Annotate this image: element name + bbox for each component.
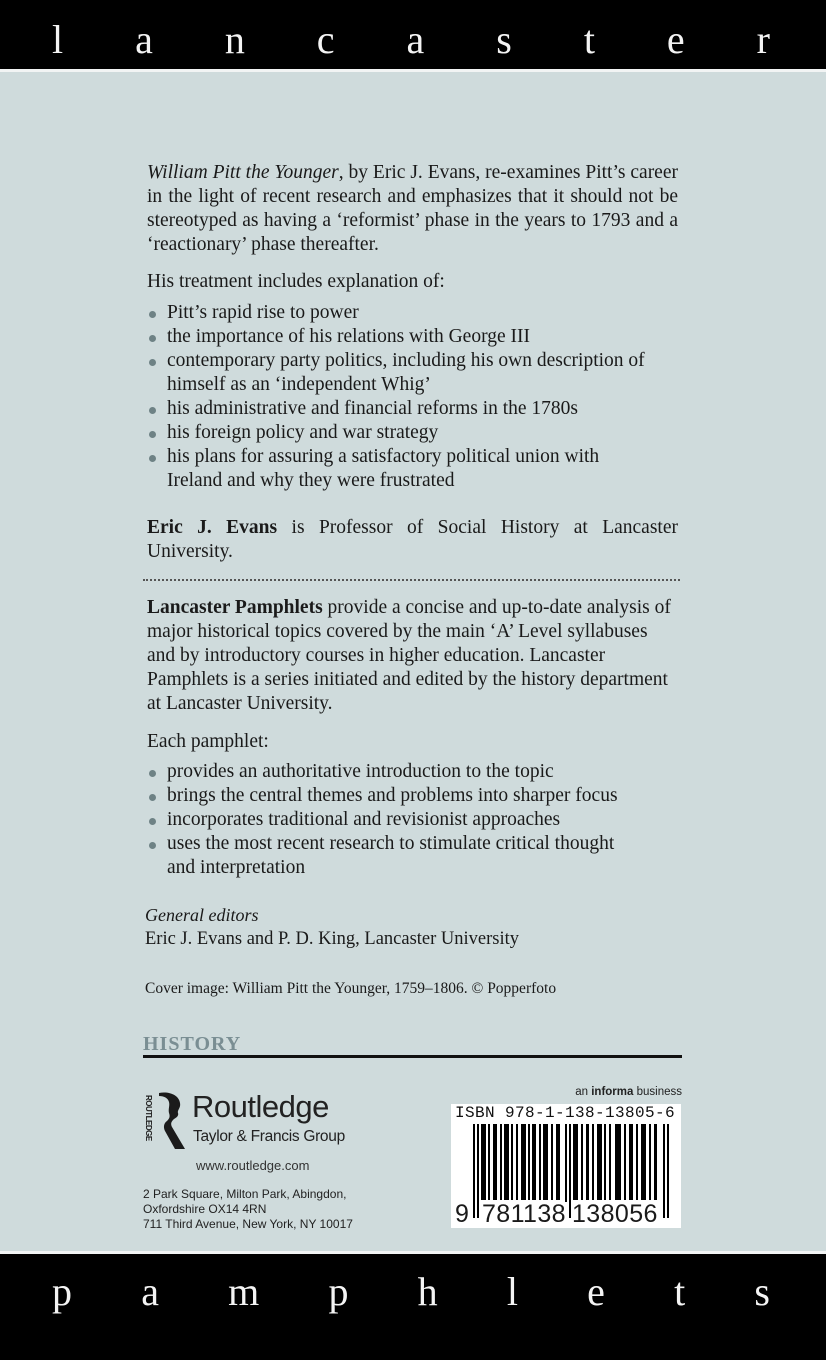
list-item: his foreign policy and war strategy (147, 421, 647, 445)
address-line: 2 Park Square, Milton Park, Abingdon, (143, 1187, 347, 1201)
header-letter: n (224, 17, 245, 62)
series-name: Lancaster Pamphlets (147, 597, 323, 618)
footer-letter: t (674, 1269, 686, 1314)
publisher-name: Routledge (192, 1089, 329, 1124)
isbn-label: ISBN 978-1-138-13805-6 (455, 1104, 676, 1122)
list-item: uses the most recent research to stimulate critical thought and interpretation (147, 832, 647, 880)
series-description (147, 596, 678, 716)
footer-letter: h (417, 1269, 438, 1314)
informa-suffix: business (633, 1086, 682, 1098)
ean-right-digits: 138056 (572, 1200, 658, 1228)
cover-credit: Cover image: William Pitt the Younger, 1759–1806. © Popperfoto (145, 980, 557, 997)
treatment-heading: His treatment includes explanation of: (147, 271, 445, 292)
list-item: his administrative and financial reforms in the 1780s (147, 397, 647, 421)
header-letter: s (496, 17, 512, 62)
ean-left-digits: 781138 (482, 1200, 566, 1228)
intro-paragraph (147, 161, 678, 257)
footer-letter: p (328, 1269, 349, 1314)
editors-label-text: General editors (145, 905, 259, 925)
author-name: Eric J. Evans (147, 517, 278, 538)
header-letter: a (135, 17, 153, 62)
category-rule (143, 1055, 682, 1058)
publisher-address (143, 1187, 353, 1232)
author-bio (147, 516, 678, 564)
informa-tagline (575, 1086, 682, 1098)
footer-letter: e (587, 1269, 605, 1314)
routledge-r-profile-icon (155, 1091, 187, 1151)
author-bio-text: is Professor of Social History at Lancaster University. (147, 517, 678, 562)
header-letter: c (316, 17, 335, 62)
header-letter: a (406, 17, 425, 62)
pamphlet-features-list (147, 760, 647, 880)
routledge-vertical-mark: ROUTLEDGE (144, 1095, 153, 1141)
informa-prefix: an (575, 1086, 592, 1098)
list-item: the importance of his relations with George III (147, 325, 647, 349)
header-letter: t (583, 17, 595, 62)
treatment-list (147, 301, 647, 493)
series-description-text: provide a concise and up-to-date analysis of major historical topics covered by the main ‘A’ Level syllabuses and by introductory courses in higher education. Lancaster Pamphlets is a series initiated and edited by the history department at Lancaster University. (147, 597, 671, 714)
list-item: incorporates traditional and revisionist approaches (147, 808, 647, 832)
footer-letter: s (754, 1269, 770, 1314)
header-letter: e (666, 17, 685, 62)
address-line: Oxfordshire OX14 4RN (143, 1202, 267, 1216)
routledge-logo (143, 1089, 353, 1154)
isbn-barcode (451, 1104, 681, 1228)
address-line: 711 Third Avenue, New York, NY 10017 (143, 1217, 353, 1231)
header-divider (0, 69, 826, 72)
list-item: brings the central themes and problems into sharper focus (147, 784, 647, 808)
series-header-band (0, 0, 826, 69)
editors-names: Eric J. Evans and P. D. King, Lancaster University (145, 929, 520, 949)
header-letter: l (52, 17, 64, 62)
publisher-url[interactable]: www.routledge.com (196, 1158, 310, 1173)
series-word-lancaster (0, 17, 826, 62)
intro-text: , by Eric J. Evans, re-examines Pitt’s career in the light of recent research and emphasizes that it should not be stereotyped as having a ‘reformist’ phase in the years to 1793 and a ‘reactionary’ phase thereafter. (147, 162, 678, 255)
footer-letter: a (141, 1269, 159, 1314)
list-item: contemporary party politics, including his own description of himself as an ‘independent Whig’ (147, 349, 647, 397)
section-divider (143, 579, 680, 581)
publisher-group: Taylor & Francis Group (193, 1128, 345, 1145)
ean-first-digit: 9 (455, 1200, 469, 1228)
footer-letter: m (228, 1269, 260, 1314)
header-letter: r (756, 17, 770, 62)
footer-letter: l (506, 1269, 518, 1314)
editors-label (145, 903, 676, 927)
category-label: HISTORY (143, 1033, 242, 1055)
book-title: William Pitt the Younger (147, 162, 339, 183)
list-item: Pitt’s rapid rise to power (147, 301, 647, 325)
footer-letter: p (52, 1269, 72, 1314)
list-item: provides an authoritative introduction to the topic (147, 760, 647, 784)
list-item: his plans for assuring a satisfactory political union with Ireland and why they were frustrated (147, 445, 647, 493)
informa-brand: informa (591, 1086, 634, 1098)
series-word-pamphlets (0, 1269, 826, 1314)
series-footer-band (0, 1254, 826, 1360)
each-pamphlet-heading: Each pamphlet: (147, 731, 269, 752)
